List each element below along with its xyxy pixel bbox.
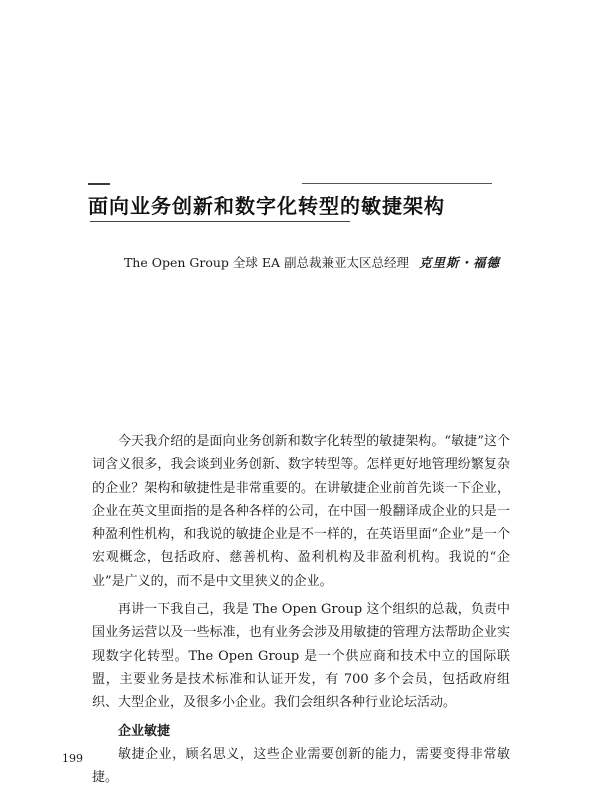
author-byline: [124, 253, 500, 271]
paragraph: 敏捷企业，顾名思义，这些企业需要创新的能力，需要变得非常敏捷。: [92, 746, 510, 785]
article-title: 面向业务创新和数字化转型的敏捷架构: [88, 194, 445, 218]
scan-artifact: [90, 221, 350, 222]
scan-artifact: [302, 183, 492, 184]
author-name: 克里斯・福德: [418, 255, 500, 270]
paragraph: 今天我介绍的是面向业务创新和数字化转型的敏捷架构。“敏捷”这个词含义很多，我会谈到业务创新、数字转型等。怎样更好地管理纷繁复杂的企业？架构和敏捷性是非常重要的。在讲敏捷企业前首先谈一下企业，企业在英文里面指的是各种各样的公司，在中国一般翻译成企业的只是一种盈利性机构，和我说的敏捷企业是不一样的，在英语里面“企业”是一个宏观概念，包括政府、慈善机构、盈利机构及非盈利机构。我说的“企业”是广义的，而不是中文里狭义的企业。: [92, 434, 510, 589]
article-body: [92, 430, 510, 794]
page-number: 199: [62, 752, 83, 765]
paragraph: 再讲一下我自己，我是 The Open Group 这个组织的总裁，负责中国业务运营以及一些标准，也有业务会涉及用敏捷的管理方法帮助企业实现数字化转型。The Open Group 是一个供应商和技术中立的国际联盟，主要业务是技术标准和认证开发，有 700 多个会员，包括政府组织、大型企业，及很多小企业。我们会组织各种行业论坛活动。: [92, 602, 510, 711]
section-heading: 企业敏捷: [118, 723, 171, 739]
author-role: The Open Group 全球 EA 副总裁兼亚太区总经理: [123, 255, 409, 270]
scan-artifact: [88, 183, 110, 185]
